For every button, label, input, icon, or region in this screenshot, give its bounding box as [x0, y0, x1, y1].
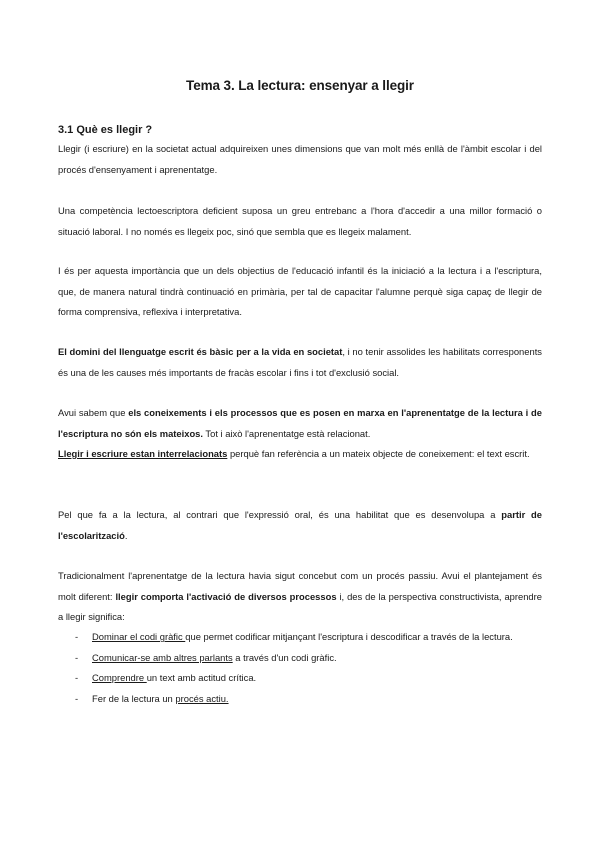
list-item-text: un text amb actitud crítica. — [146, 672, 257, 683]
section-heading: 3.1 Què es llegir ? — [58, 124, 153, 136]
list-item — [58, 668, 542, 689]
paragraph-6 — [58, 444, 542, 465]
paragraph-8-bold: llegir comporta l'activació de diversos processos — [115, 590, 337, 602]
list-item-text: que permet codificar mitjançant l'escriptura i descodificar a través de la lectura. — [185, 631, 513, 642]
paragraph-7-bold: partir de l'escolarització — [58, 509, 542, 541]
list-dash: - — [75, 692, 79, 704]
paragraph-3-text: I és per aquesta importància que un dels objectius de l'educació infantil és la iniciació a la lectura i a l'escriptura, que, de manera natural tindrà continuació en primària, per tal de capacitar l'alumne perquè siga capaç de llegir de forma comprensiva, reflexiva i interpretativa. — [58, 265, 542, 317]
paragraph-4-rest: , i no tenir assolides les habilitats corresponents és una de les causes més importants de fracàs escolar i fins i tot d'exclusió social. — [58, 346, 542, 378]
document-title: Tema 3. La lectura: ensenyar a llegir — [186, 78, 414, 93]
paragraph-8-rest: i, des de la perspectiva constructivista, aprendre a llegir significa: — [58, 590, 542, 622]
paragraph-7 — [58, 505, 542, 546]
list-item-text: a través d'un codi gràfic. — [232, 651, 337, 663]
paragraph-4 — [58, 342, 542, 383]
list-dash: - — [75, 651, 79, 663]
paragraph-1-text: Llegir (i escriure) en la societat actual adquireixen unes dimensions que van molt més enllà de l'àmbit escolar i del procés d'ensenyament i aprenentatge. — [58, 143, 542, 175]
list-item-underlined: Dominar el codi gràfic — [92, 631, 186, 642]
paragraph-5-rest: Tot i això l'aprenentatge està relacionat. — [203, 427, 371, 439]
paragraph-6-underlined: Llegir i escriure estan interrelacionats — [58, 448, 228, 459]
paragraph-2 — [58, 201, 542, 242]
list-item — [58, 627, 542, 648]
list-item-underlined: Comprendre — [92, 672, 147, 683]
paragraph-5-start: Avui sabem que — [58, 407, 129, 418]
paragraph-1 — [58, 139, 542, 180]
list-item — [58, 689, 542, 710]
paragraph-7-start: Pel que fa a la lectura, al contrari que l'expressió oral, és una habilitat que es desenvolupa a — [58, 509, 502, 520]
paragraph-4-bold: El domini del llenguatge escrit és bàsic per a la vida en societat — [58, 346, 343, 357]
paragraph-5-bold: els coneixements i els processos que es posen en marxa en l'aprenentatge de la lectura i de l'escriptura no són els mateixos. — [58, 407, 542, 439]
paragraph-6-rest: perquè fan referència a un mateix objecte de coneixement: el text escrit. — [227, 448, 530, 459]
paragraph-8 — [58, 566, 542, 628]
paragraph-8-start: Tradicionalment l'aprenentatge de la lectura havia sigut concebut com un procés passiu. Avui el plantejament és molt diferent: — [58, 570, 542, 602]
paragraph-5 — [58, 403, 542, 444]
list-item-underlined: procés actiu. — [175, 692, 229, 704]
list-dash: - — [75, 672, 79, 683]
list-item-underlined: Comunicar-se amb altres parlants — [92, 651, 233, 663]
list-item — [58, 648, 542, 669]
paragraph-3 — [58, 261, 542, 323]
list-item-text: Fer de la lectura un — [92, 692, 176, 704]
paragraph-7-end: . — [124, 529, 128, 541]
paragraph-2-text: Una competència lectoescriptora deficient suposa un greu entrebanc a l'hora d'accedir a una millor formació o situació laboral. I no només es llegeix poc, sinó que sembla que es llegeix malament. — [58, 205, 542, 237]
bullet-list — [58, 627, 542, 709]
list-dash: - — [75, 631, 79, 642]
